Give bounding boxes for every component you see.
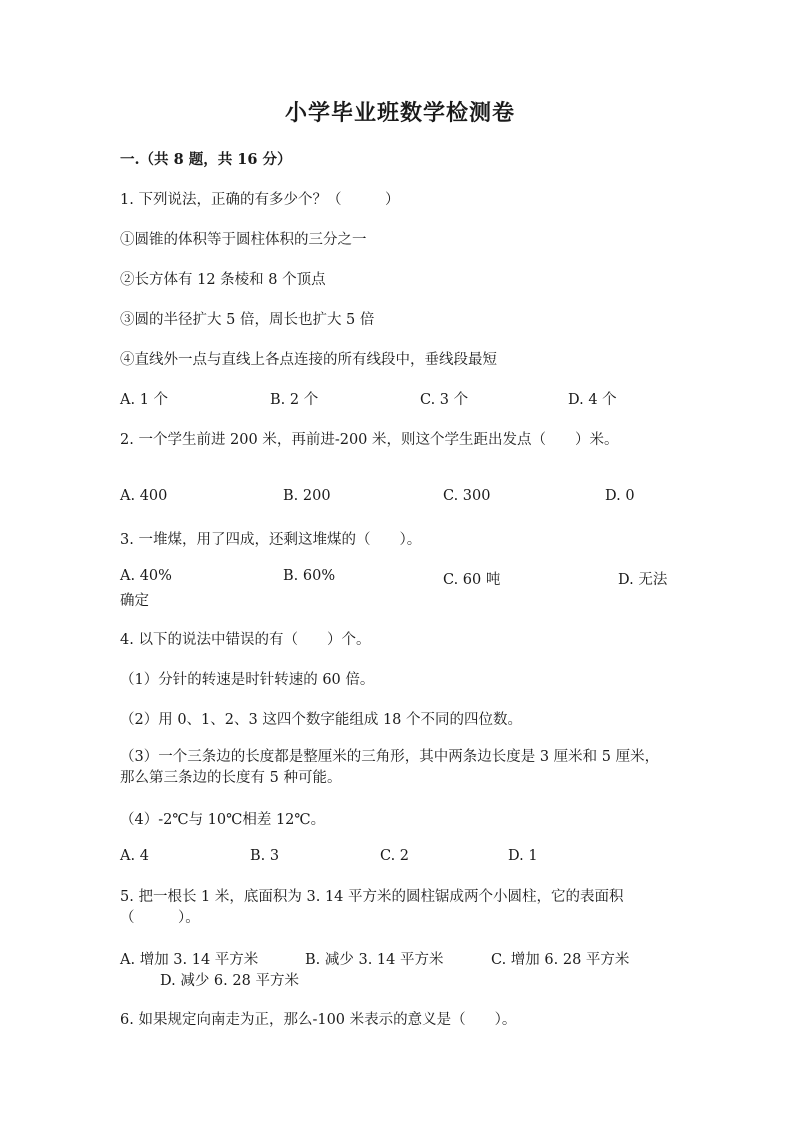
question-1-option-d: D. 4 个 (568, 392, 617, 408)
question-1-item: ④直线外一点与直线上各点连接的所有线段中，垂线段最短 (120, 352, 497, 368)
question-3-option-d: D. 无法 (618, 572, 668, 588)
section-heading: 一.（共 8 题，共 16 分） (120, 151, 292, 168)
question-1-item: ③圆的半径扩大 5 倍，周长也扩大 5 倍 (120, 312, 375, 328)
question-1-option-c: C. 3 个 (420, 392, 469, 408)
question-1-option-a: A. 1 个 (120, 392, 169, 408)
question-3-option-a: A. 40% (120, 568, 172, 584)
question-3-option-c: C. 60 吨 (443, 572, 501, 588)
question-2-stem: 2. 一个学生前进 200 米，再前进-200 米，则这个学生距出发点（ ）米。 (120, 432, 619, 448)
question-2-option-d: D. 0 (605, 488, 635, 504)
question-4-item: （1）分针的转速是时针转速的 60 倍。 (120, 672, 375, 688)
question-4-stem: 4. 以下的说法中错误的有（ ）个。 (120, 632, 371, 648)
question-4-option-a: A. 4 (120, 848, 149, 864)
question-1-stem: 1. 下列说法，正确的有多少个？（ ） (120, 192, 400, 208)
question-1-option-b: B. 2 个 (270, 392, 319, 408)
question-6-stem: 6. 如果规定向南走为正，那么-100 米表示的意义是（ ）。 (120, 1012, 517, 1028)
question-4-item: （3）一个三条边的长度都是整厘米的三角形，其中两条边长度是 3 厘米和 5 厘米，那么第三条边的长度有 5 种可能。 (120, 749, 660, 786)
question-1-item: ②长方体有 12 条棱和 8 个顶点 (120, 272, 326, 288)
question-4-item: （2）用 0、1、2、3 这四个数字能组成 18 个不同的四位数。 (120, 712, 523, 728)
question-5-option-a: A. 增加 3. 14 平方米 (120, 952, 259, 968)
question-3-stem: 3. 一堆煤，用了四成，还剩这堆煤的（ ）。 (120, 532, 422, 548)
question-2-option-b: B. 200 (283, 488, 331, 504)
question-5-stem: 5. 把一根长 1 米，底面积为 3. 14 平方米的圆柱锯成两个小圆柱，它的表面积（ ）。 (120, 889, 624, 926)
question-5-option-b: B. 减少 3. 14 平方米 (305, 952, 444, 968)
question-4-option-b: B. 3 (250, 848, 280, 864)
question-2-option-a: A. 400 (120, 488, 168, 504)
question-2-option-c: C. 300 (443, 488, 491, 504)
question-3-option-b: B. 60% (283, 568, 336, 584)
question-4-item: （4）-2℃与 10℃相差 12℃。 (120, 812, 326, 828)
question-5-option-d: D. 减少 6. 28 平方米 (160, 973, 299, 989)
question-5-option-c: C. 增加 6. 28 平方米 (491, 952, 630, 968)
question-4-option-d: D. 1 (508, 848, 538, 864)
page-title: 小学毕业班数学检测卷 (284, 100, 515, 126)
question-4-option-c: C. 2 (380, 848, 410, 864)
question-3-option-d-continued: 确定 (120, 593, 149, 609)
question-1-item: ①圆锥的体积等于圆柱体积的三分之一 (120, 232, 367, 248)
